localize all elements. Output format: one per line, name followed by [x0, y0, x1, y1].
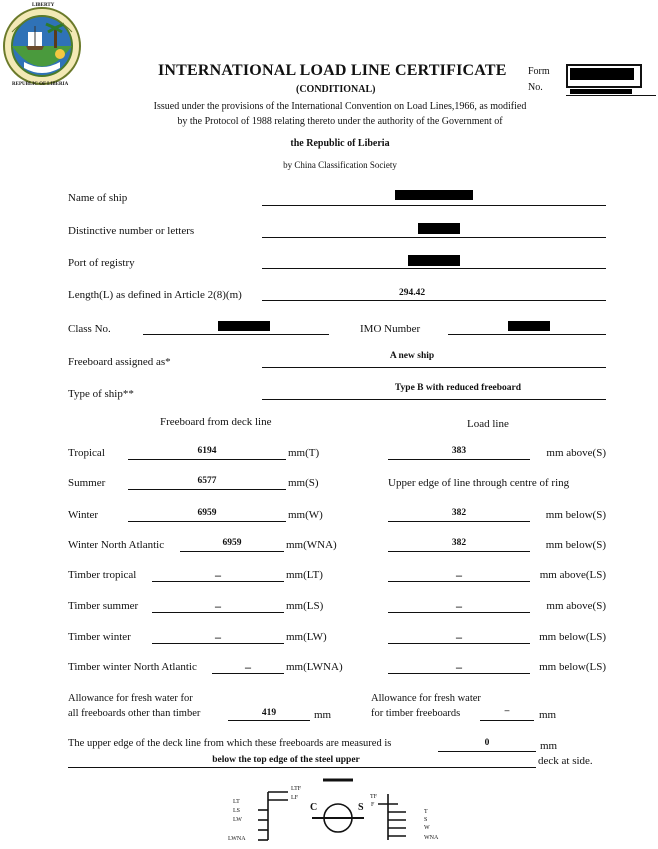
length-label: Length(L) as defined in Article 2(8)(m)	[68, 289, 242, 301]
no-value-redacted	[570, 89, 632, 94]
freeboard-row-unit: mm(WNA)	[286, 539, 337, 551]
freeboard-row-value: –	[215, 630, 221, 644]
freeboard-row-value: –	[215, 599, 221, 613]
allowance-right-unit: mm	[539, 709, 557, 721]
freeboard-heading: Freeboard from deck line	[160, 416, 272, 428]
name-of-ship-redacted	[395, 190, 473, 200]
freeboard-row-value: –	[215, 568, 221, 582]
load-line-row-value: –	[456, 660, 462, 674]
republic-name: the Republic of Liberia	[290, 138, 390, 149]
diag-ltf: LTF	[291, 786, 302, 792]
diag-w: W	[424, 825, 430, 831]
liberia-seal-logo	[2, 2, 82, 88]
freeboard-row-underline	[128, 521, 286, 522]
classification-society: by China Classification Society	[283, 160, 397, 170]
freeboard-row-underline	[128, 459, 286, 460]
issued-line-2: by the Protocol of 1988 relating thereto under the authority of the Government of	[177, 116, 503, 127]
name-of-ship-label: Name of ship	[68, 192, 128, 204]
diag-wna: WNA	[424, 835, 439, 841]
load-line-row-underline	[388, 521, 530, 522]
port-of-registry-label: Port of registry	[68, 257, 135, 269]
type-of-ship-value: Type B with reduced freeboard	[394, 383, 522, 393]
diag-s: S	[358, 802, 364, 813]
freeboard-row-label: Summer	[68, 477, 106, 489]
freeboard-row-label: Winter North Atlantic	[68, 539, 165, 551]
allowance-right-line2: for timber freeboards	[371, 708, 461, 719]
load-line-row-unit: Upper edge of line through centre of ring	[388, 477, 570, 489]
freeboard-row-unit: mm(LW)	[286, 631, 327, 643]
certificate-subtitle: (CONDITIONAL)	[296, 84, 376, 95]
freeboard-row-underline	[180, 551, 284, 552]
diag-f: F	[371, 802, 375, 808]
diag-ls: LS	[233, 808, 241, 814]
freeboard-row-unit: mm(T)	[288, 447, 320, 459]
freeboard-row-label: Tropical	[68, 447, 105, 459]
diag-lt: LT	[233, 799, 240, 805]
freeboard-row-label: Timber winter North Atlantic	[68, 661, 197, 673]
deckline-below-value: below the top edge of the steel upper	[212, 755, 360, 765]
load-line-row-underline	[388, 551, 530, 552]
class-no-label: Class No.	[68, 323, 111, 335]
allowance-left-unit: mm	[314, 709, 332, 721]
issued-line-1: Issued under the provisions of the International Convention on Load Lines,1966, as modified	[153, 101, 527, 112]
allowance-left-value: 419	[261, 708, 277, 718]
length-value: 294.42	[398, 288, 426, 298]
load-line-row-underline	[388, 459, 530, 460]
freeboard-row-unit: mm(LT)	[286, 569, 323, 581]
port-of-registry-redacted	[408, 255, 460, 266]
load-line-row-unit: mm above(LS)	[539, 569, 606, 581]
freeboard-row-value: 6194	[197, 446, 217, 456]
freeboard-row-value: 6959	[197, 508, 217, 518]
freeboard-assigned-value: A new ship	[389, 351, 435, 361]
load-line-row-unit: mm above(S)	[546, 600, 606, 612]
freeboard-row-value: –	[245, 660, 251, 674]
freeboard-assigned-label: Freeboard assigned as*	[68, 356, 171, 368]
deckline-unit: mm	[540, 740, 558, 752]
diag-s2: S	[424, 817, 428, 823]
load-line-row-unit: mm below(LS)	[539, 631, 606, 643]
seal-text-bottom: REPUBLIC OF LIBERIA	[12, 82, 69, 87]
deckline-suffix: deck at side.	[538, 755, 593, 767]
deckline-text: The upper edge of the deck line from which these freeboards are measured is	[68, 738, 392, 749]
load-line-row-value: –	[456, 599, 462, 613]
load-line-row-value: 382	[451, 508, 467, 518]
freeboard-row-label: Timber winter	[68, 631, 131, 643]
no-label: No.	[528, 82, 543, 93]
load-line-row-value: 382	[451, 538, 467, 548]
diag-t: T	[424, 809, 428, 815]
freeboard-row-label: Timber summer	[68, 600, 139, 612]
load-line-row-value: 383	[451, 446, 467, 456]
distinctive-number-redacted	[418, 223, 460, 234]
freeboard-row-underline	[128, 489, 286, 490]
load-line-row-unit: mm below(LS)	[539, 661, 606, 673]
freeboard-row-value: 6577	[197, 476, 217, 486]
diag-lwna: LWNA	[228, 836, 246, 842]
allowance-left-line2: all freeboards other than timber	[68, 708, 201, 719]
certificate-title: INTERNATIONAL LOAD LINE CERTIFICATE	[158, 62, 507, 79]
freeboard-row-unit: mm(S)	[288, 477, 319, 489]
imo-number-label: IMO Number	[360, 323, 421, 335]
imo-number-redacted	[508, 321, 550, 331]
load-line-mark-diagram	[228, 776, 448, 844]
class-no-redacted	[218, 321, 270, 331]
allowance-left-line1: Allowance for fresh water for	[68, 693, 193, 704]
diag-lf: LF	[291, 795, 299, 801]
freeboard-row-unit: mm(LWNA)	[286, 661, 343, 673]
freeboard-row-value: 6959	[222, 538, 242, 548]
allowance-right-value: –	[504, 706, 510, 716]
form-number-redacted	[566, 64, 642, 88]
seal-text-top: LIBERTY	[32, 3, 55, 8]
freeboard-row-unit: mm(LS)	[286, 600, 324, 612]
diag-tf: TF	[370, 794, 378, 800]
allowance-right-line1: Allowance for fresh water	[371, 693, 481, 704]
load-line-row-unit: mm below(S)	[545, 509, 606, 521]
type-of-ship-label: Type of ship**	[68, 388, 134, 400]
load-line-heading: Load line	[467, 418, 509, 430]
form-label: Form	[528, 66, 550, 77]
distinctive-number-label: Distinctive number or letters	[68, 225, 195, 237]
load-line-row-unit: mm above(S)	[546, 447, 606, 459]
freeboard-row-unit: mm(W)	[288, 509, 323, 521]
diag-c: C	[310, 802, 318, 813]
load-line-row-unit: mm below(S)	[545, 539, 606, 551]
load-line-row-value: –	[456, 568, 462, 582]
freeboard-row-label: Timber tropical	[68, 569, 137, 581]
freeboard-row-label: Winter	[68, 509, 99, 521]
diag-lw: LW	[233, 817, 242, 823]
load-line-row-value: –	[456, 630, 462, 644]
deckline-value: 0	[484, 738, 490, 748]
